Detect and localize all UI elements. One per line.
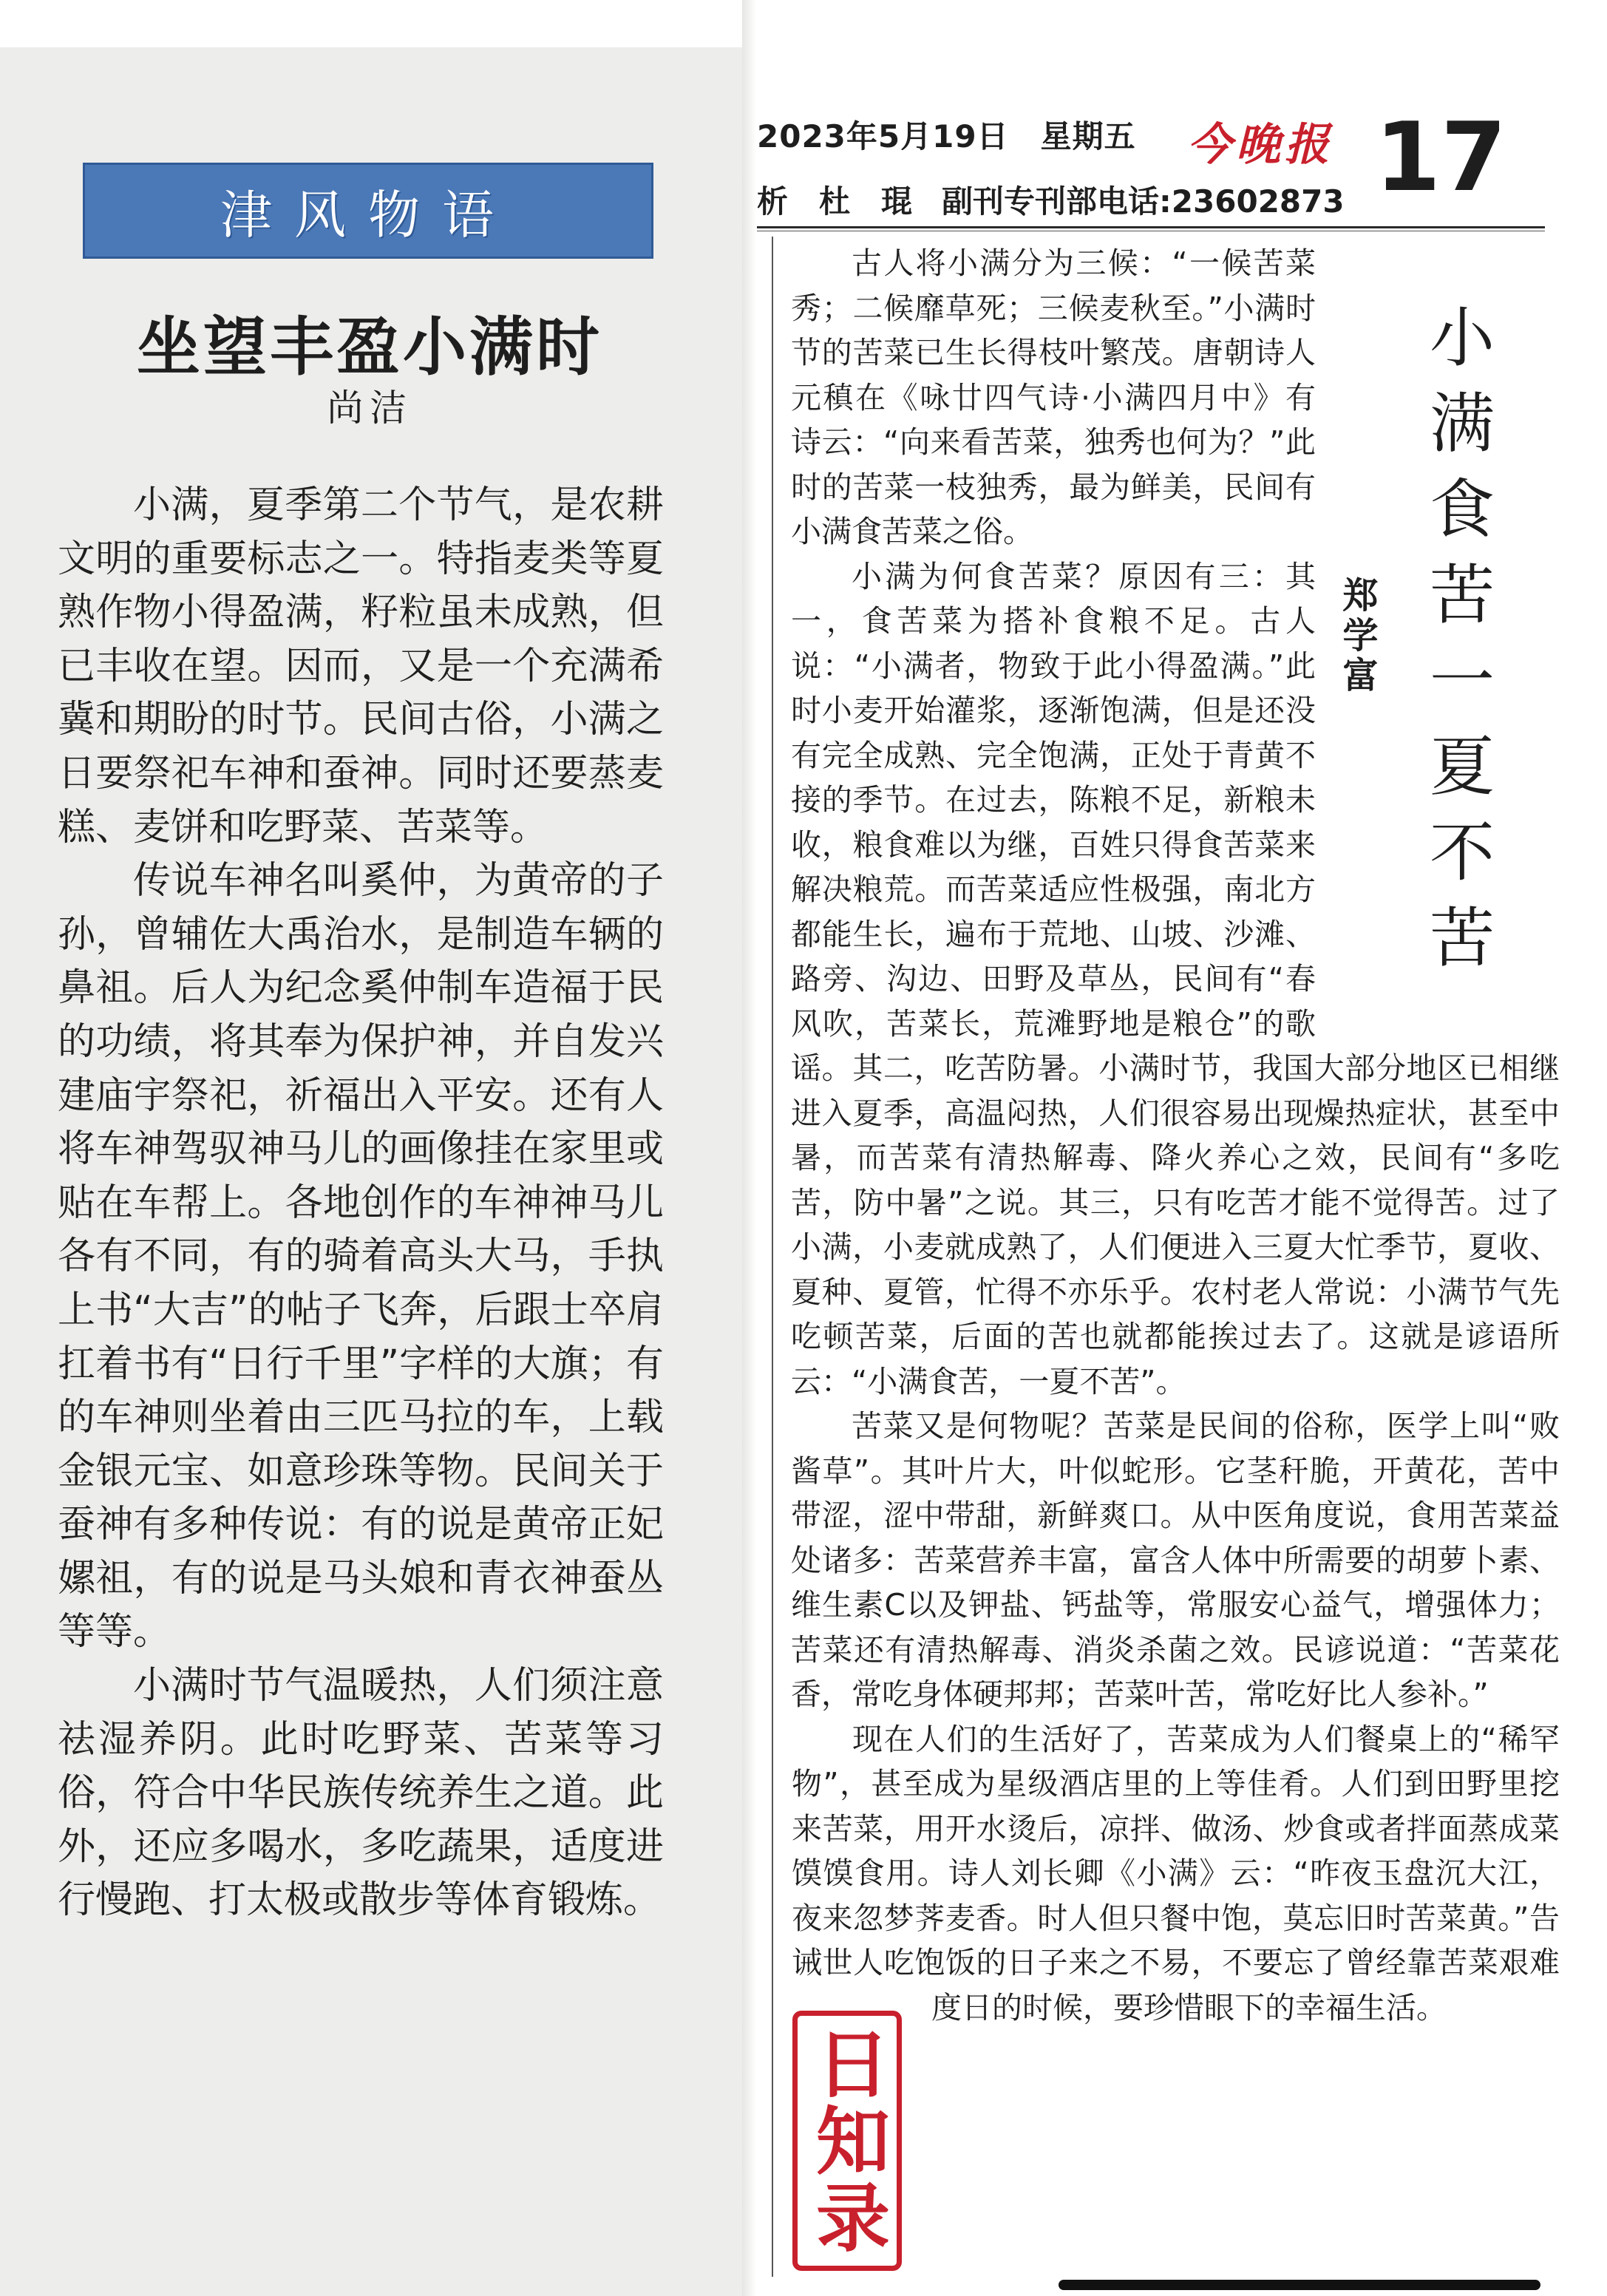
left-paragraph: 小满，夏季第二个节气，是农耕文明的重要标志之一。特指麦类等夏熟作物小得盈满，籽粒虽未成熟，但已丰收在望。因而，又是一个充满希冀和期盼的时节。民间古俗，小满之日要祭祀车神和蚕神。同时还要蒸麦糕、麦饼和吃野菜、苦菜等。 [58,483,664,849]
column-name: 津风物语 [220,184,516,245]
header-rule [757,226,1545,228]
sidebar-rule [772,237,773,2277]
seal-text: 日知录 [804,2025,891,2256]
left-article-body [58,479,664,1928]
dateline: 2023年5月19日 星期五 [757,118,1136,154]
right-paragraph: 小满为何食苦菜？原因有三：其一，食苦菜为搭补食粮不足。古人说：“小满者，物致于此小得盈满。”此时小麦开始灌浆，逐渐饱满，但是还没有完全成熟、完全饱满，正处于青黄不接的季节。在过去，陈粮不足，新粮未收，粮食难以为继，百姓只得食苦菜来解决粮荒。而苦菜适应性极强，南北方都能生长，遍布于荒地、山坡、沙滩、路旁、沟边、田野及草丛，民间有“春风吹，苦菜长，荒滩野地是粮仓”的歌谣。其二，吃苦防暑。小满时节，我国大部分地区已相继进入夏季，高温闷热，人们很容易出现燥热症状，甚至中暑，而苦菜有清热解毒、降火养心之效，民间有“多吃苦，防中暑”之说。其三，只有吃苦才能不觉得苦。过了小满，小麦就成熟了，人们便进入三夏大忙季节，夏收、夏种、夏管，忙得不亦乐乎。农村老人常说：小满节气先吃顿苦菜，后面的苦也就都能挨过去了。这就是谚语所云：“小满食苦，一夏不苦”。 [791,558,1560,1399]
left-paragraph: 传说车神名叫奚仲，为黄帝的子孙，曾辅佐大禹治水，是制造车辆的鼻祖。后人为纪念奚仲制车造福于民的功绩，将其奉为保护神，并自发兴建庙宇祭祀，祈福出入平安。还有人将车神驾驭神马儿的画像挂在家里或贴在车帮上。各地创作的车神神马儿各有不同，有的骑着高头大马，手执上书“大吉”的帖子飞奔，后跟士卒肩扛着书有“日行千里”字样的大旗；有的车神则坐着由三匹马拉的车，上载金银元宝、如意珍珠等物。民间关于蚕神有多种传说：有的说是黄帝正妃嫘祖，有的说是马头娘和青衣神蚕丛等等。 [58,859,664,1654]
right-article-body [791,241,1560,2292]
left-article-title: 坐望丰盈小满时 [137,310,602,384]
page-number: 17 [1375,103,1507,213]
right-article-title: 小满食苦一夏不苦 [1419,303,1495,989]
editor-phone: 副刊专刊部电话:23602873 [942,183,1345,220]
right-paragraph: 古人将小满分为三候：“一候苦菜秀；二候靡草死；三候麦秋至。”小满时节的苦菜已生长得枝叶繁茂。唐朝诗人元稹在《咏廿四气诗·小满四月中》有诗云：“向来看苦菜，独秀也何为？”此时的苦菜一枝独秀，最为鲜美，民间有小满食苦菜之俗。 [791,245,1316,549]
column-banner [83,163,653,259]
editor-line [757,177,1348,222]
title-space [1316,241,1560,1025]
right-paragraph: 苦菜又是何物呢？苦菜是民间的俗称，医学上叫“败酱草”。其叶片大，叶似蛇形。它茎秆脆，开黄花，苦中带涩，涩中带甜，新鲜爽口。从中医角度说，食用苦菜益处诸多：苦菜营养丰富，富含人体中所需要的胡萝卜素、维生素C以及钾盐、钙盐等，常服安心益气，增强体力；苦菜还有清热解毒、消炎杀菌之效。民谚说道：“苦菜花香，常吃身体硬邦邦；苦菜叶苦，常吃好比人参补。” [791,1408,1560,1712]
right-paragraph: 现在人们的生活好了，苦菜成为人们餐桌上的“稀罕物”，甚至成为星级酒店里的上等佳肴。人们到田野里挖来苦菜，用开水烫后，凉拌、做汤、炒食或者拌面蒸成菜馍馍食用。诗人刘长卿《小满》云：“昨夜玉盘沉大江，夜来忽梦荠麦香。时人但只餐中饱，莫忘旧时苦菜黄。”告诫世人吃饱饭的日子来之不易，不要忘了曾经靠苦菜艰难度日的时候，要珍惜眼下的幸福生活。 [791,1717,1560,2031]
left-paragraph: 小满时节气温暖热，人们须注意祛湿养阴。此时吃野菜、苦菜等习俗，符合中华民族传统养生之道。此外，还应多喝水，多吃蔬果，适度进行慢跑、打太极或散步等体育锻炼。 [58,1664,664,1923]
left-article-author: 尚洁 [327,387,412,429]
editor-names: 析 杜 琨 [757,183,913,220]
right-article-author: 郑学富 [1336,577,1378,696]
column-seal [792,2011,902,2271]
masthead-logo: 今晚报 [1187,119,1333,171]
home-indicator-bar [1059,2280,1540,2290]
